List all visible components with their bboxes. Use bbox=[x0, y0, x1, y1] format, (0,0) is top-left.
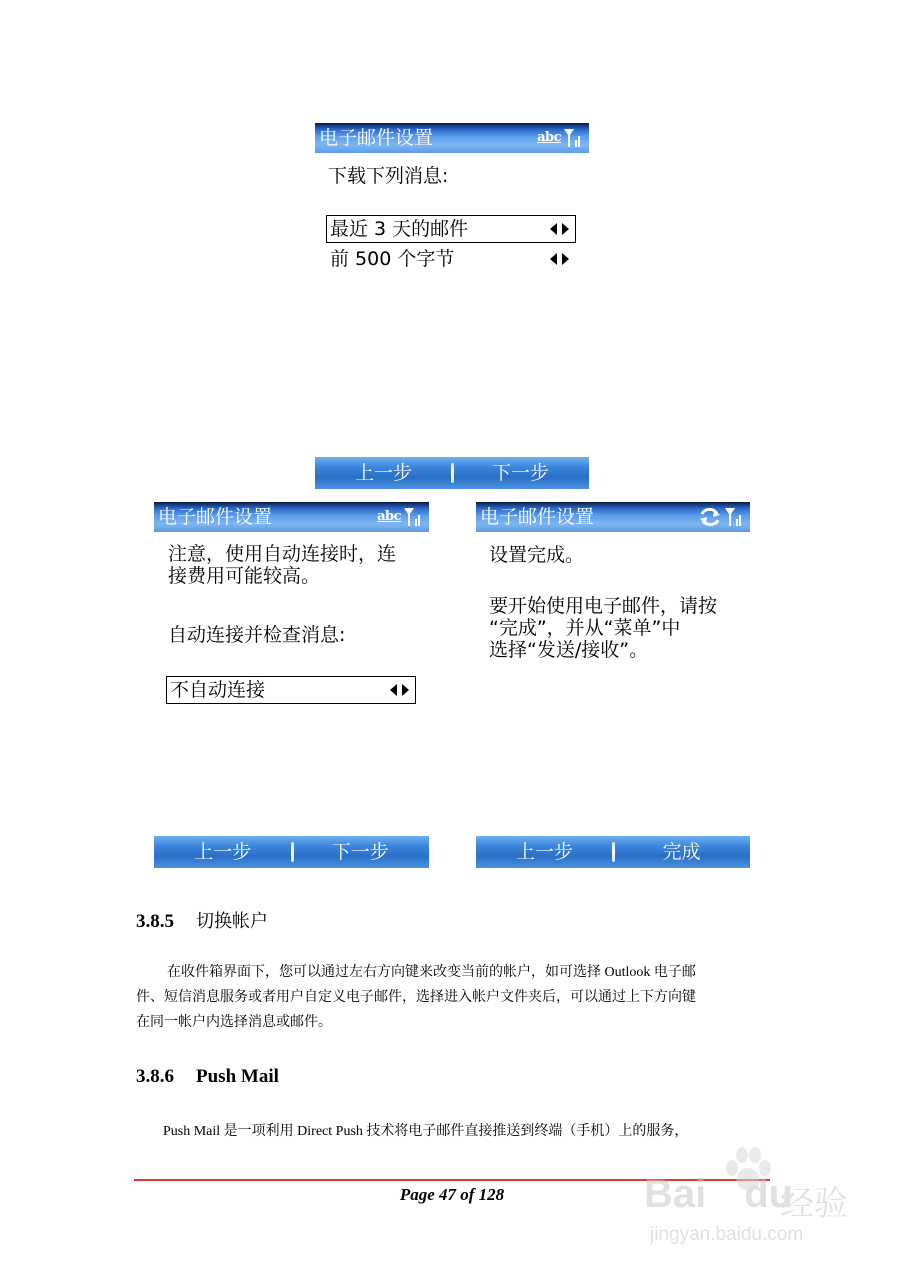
back-softkey[interactable]: 上一步 bbox=[194, 841, 252, 863]
status-icons bbox=[377, 506, 423, 528]
section-number: 3.8.6 bbox=[136, 1066, 174, 1087]
softkey-bar bbox=[476, 836, 750, 868]
screen-title: 电子邮件设置 bbox=[158, 506, 273, 528]
screen-body bbox=[476, 532, 750, 836]
days-picker[interactable] bbox=[326, 215, 576, 243]
phone-screen-setup-complete bbox=[476, 502, 750, 868]
signal-icon bbox=[563, 127, 583, 149]
back-softkey[interactable]: 上一步 bbox=[354, 462, 412, 484]
warning-line-1: 注意，使用自动连接时，连 bbox=[168, 543, 397, 565]
right-arrow-icon[interactable] bbox=[562, 223, 569, 235]
done-softkey[interactable]: 完成 bbox=[662, 841, 701, 863]
softkey-bar bbox=[154, 836, 429, 868]
right-arrow-icon[interactable] bbox=[402, 684, 409, 696]
paragraph-line: Push Mail 是一项利用 Direct Push 技术将电子邮件直接推送到终端（手机）上的服务， bbox=[163, 1124, 689, 1139]
picker-value: 不自动连接 bbox=[170, 679, 266, 701]
screen-title: 电子邮件设置 bbox=[319, 127, 434, 149]
auto-connect-picker[interactable] bbox=[166, 676, 416, 704]
screen-body bbox=[315, 153, 589, 457]
picker-value: 前 500 个字节 bbox=[330, 248, 455, 270]
watermark-url: jingyan.baidu.com bbox=[650, 1224, 804, 1245]
title-bar bbox=[315, 123, 589, 153]
screen-body bbox=[154, 532, 429, 836]
section-number: 3.8.5 bbox=[136, 911, 174, 932]
phone-screen-auto-connect bbox=[154, 502, 429, 868]
abc-input-icon: abc bbox=[537, 130, 561, 145]
warning-line-2: 接费用可能较高。 bbox=[168, 565, 321, 587]
signal-icon bbox=[403, 506, 423, 528]
size-picker[interactable] bbox=[326, 245, 576, 273]
picker-value: 最近 3 天的邮件 bbox=[330, 218, 469, 240]
softkey-bar bbox=[315, 457, 589, 489]
complete-text: 设置完成。 bbox=[489, 544, 585, 566]
screen-title: 电子邮件设置 bbox=[480, 506, 595, 528]
page-number: Page 47 of 128 bbox=[399, 1185, 505, 1204]
back-softkey[interactable]: 上一步 bbox=[515, 841, 573, 863]
phone-screen-download-settings bbox=[315, 123, 589, 489]
watermark-cn: 经验 bbox=[780, 1184, 848, 1224]
section-paragraph-3-8-5 bbox=[136, 960, 768, 1035]
right-arrow-icon[interactable] bbox=[562, 253, 569, 265]
status-icons bbox=[537, 127, 583, 149]
section-paragraph-3-8-6 bbox=[136, 1119, 776, 1144]
paragraph-line: 在同一帐户内选择消息或邮件。 bbox=[136, 1015, 332, 1030]
baidu-watermark bbox=[644, 1146, 854, 1256]
left-arrow-icon[interactable] bbox=[550, 223, 557, 235]
auto-connect-label: 自动连接并检查消息: bbox=[168, 624, 346, 646]
signal-icon bbox=[724, 506, 744, 528]
left-arrow-icon[interactable] bbox=[390, 684, 397, 696]
paragraph-line: 件、短信消息服务或者用户自定义电子邮件，选择进入帐户文件夹后，可以通过上下方向键 bbox=[136, 990, 696, 1005]
watermark-brand-part1: Bai bbox=[644, 1172, 707, 1216]
paragraph-line: 在收件箱界面下，您可以通过左右方向键来改变当前的帐户，如可选择 Outlook 电子邮 bbox=[167, 965, 696, 980]
section-title: Push Mail bbox=[196, 1066, 279, 1087]
instruction-line-3: 选择“发送/接收”。 bbox=[489, 639, 649, 661]
next-softkey[interactable]: 下一步 bbox=[491, 462, 549, 484]
title-bar bbox=[476, 502, 750, 532]
prompt-text: 下载下列消息: bbox=[328, 165, 449, 187]
watermark-brand-part2: du bbox=[744, 1172, 794, 1216]
title-bar bbox=[154, 502, 429, 532]
status-icons bbox=[698, 506, 744, 528]
left-arrow-icon[interactable] bbox=[550, 253, 557, 265]
sync-icon bbox=[698, 506, 722, 528]
next-softkey[interactable]: 下一步 bbox=[331, 841, 389, 863]
section-heading-3-8-5 bbox=[136, 907, 268, 933]
instruction-line-1: 要开始使用电子邮件，请按 bbox=[489, 595, 718, 617]
watermark-brand bbox=[644, 1172, 793, 1217]
section-title: 切换帐户 bbox=[196, 911, 268, 932]
section-heading-3-8-6 bbox=[136, 1066, 279, 1088]
abc-input-icon: abc bbox=[377, 509, 401, 524]
instruction-line-2: “完成”，并从“菜单”中 bbox=[489, 617, 681, 639]
